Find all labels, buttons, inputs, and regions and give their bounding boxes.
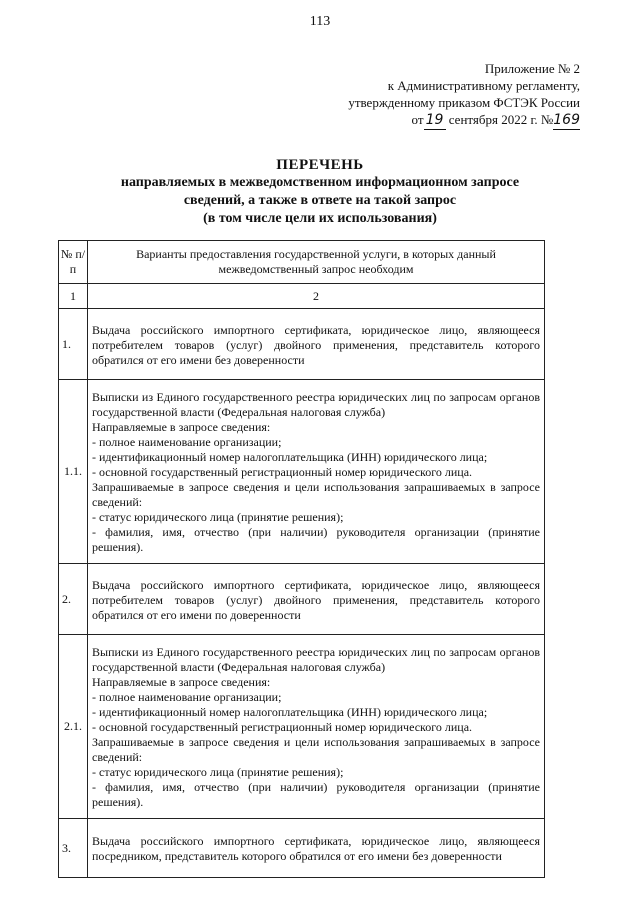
row-line: Выписки из Единого государственного реестра юридических лиц по запросам органов государственной власти (Федеральная налоговая служба): [92, 645, 540, 674]
row-number: 1.: [59, 309, 88, 380]
table-row: [59, 380, 545, 564]
appendix-title: Приложение № 2: [484, 61, 580, 76]
row-line: - полное наименование организации;: [92, 435, 282, 449]
handwritten-order-number: 169: [553, 112, 580, 128]
column-number-2: 2: [88, 284, 545, 309]
title-line-2: сведений, а также в ответе на такой запрос: [183, 193, 457, 208]
header-variant: Варианты предоставления государственной услуги, в которых данный межведомственный запрос необходим: [88, 241, 545, 284]
row-line: Направляемые в запросе сведения:: [92, 420, 271, 434]
table-header-row: [59, 241, 545, 284]
appendix-regulation: к Административному регламенту,: [387, 78, 580, 93]
row-line: - фамилия, имя, отчество (при наличии) руководителя организации (принятие решения).: [92, 780, 540, 809]
row-line: Направляемые в запросе сведения:: [92, 675, 271, 689]
column-numbers-row: [59, 284, 545, 309]
document-title: [0, 156, 640, 228]
table-row: [59, 819, 545, 878]
table-row: [59, 635, 545, 819]
row-line: Запрашиваемые в запросе сведения и цели использования запрашиваемых в запросе сведений:: [92, 480, 540, 509]
row-line: - идентификационный номер налогоплательщика (ИНН) юридического лица;: [92, 705, 488, 719]
handwritten-day: 19: [424, 112, 446, 130]
page-number: 113: [309, 14, 331, 29]
row-line: - статус юридического лица (принятие решения);: [92, 765, 344, 779]
title-line-1: направляемых в межведомственном информационном запросе: [120, 175, 520, 190]
row-text: [88, 635, 545, 819]
appendix-block: [280, 60, 580, 130]
row-line: - фамилия, имя, отчество (при наличии) руководителя организации (принятие решения).: [92, 525, 540, 554]
requests-table: [58, 240, 545, 878]
header-number: № п/п: [59, 241, 88, 284]
row-line: Выписки из Единого государственного реестра юридических лиц по запросам органов государственной власти (Федеральная налоговая служба): [92, 390, 540, 419]
row-line: - идентификационный номер налогоплательщика (ИНН) юридического лица;: [92, 450, 488, 464]
appendix-date-line: [280, 111, 580, 130]
row-number: 1.1.: [59, 380, 88, 564]
appendix-approved-by: утвержденному приказом ФСТЭК России: [348, 95, 580, 110]
table-row: [59, 309, 545, 380]
row-text: [88, 380, 545, 564]
row-line: Запрашиваемые в запросе сведения и цели использования запрашиваемых в запросе сведений:: [92, 735, 540, 764]
title-line-3: (в том числе цели их использования): [203, 211, 437, 226]
row-text: Выдача российского импортного сертификата, юридическое лицо, являющееся посредником, представитель которого обратился от его имени без доверенности: [88, 819, 545, 878]
row-number: 2.: [59, 564, 88, 635]
column-number-1: 1: [59, 284, 88, 309]
row-line: - статус юридического лица (принятие решения);: [92, 510, 344, 524]
row-line: - основной государственный регистрационный номер юридического лица.: [92, 720, 473, 734]
row-number: 3.: [59, 819, 88, 878]
row-text: Выдача российского импортного сертификата, юридическое лицо, являющееся потребителем товаров (услуг) двойного применения, представитель которого обратился от его имени по доверенности: [88, 564, 545, 635]
table-row: [59, 564, 545, 635]
date-prefix: от: [411, 112, 424, 127]
title-heading: ПЕРЕЧЕНЬ: [276, 157, 364, 173]
row-number: 2.1.: [59, 635, 88, 819]
row-line: - полное наименование организации;: [92, 690, 282, 704]
date-rest: сентября 2022 г. №: [448, 112, 554, 127]
row-text: Выдача российского импортного сертификата, юридическое лицо, являющееся потребителем товаров (услуг) двойного применения, представитель которого обратился от его имени без доверенности: [88, 309, 545, 380]
row-line: - основной государственный регистрационный номер юридического лица.: [92, 465, 473, 479]
